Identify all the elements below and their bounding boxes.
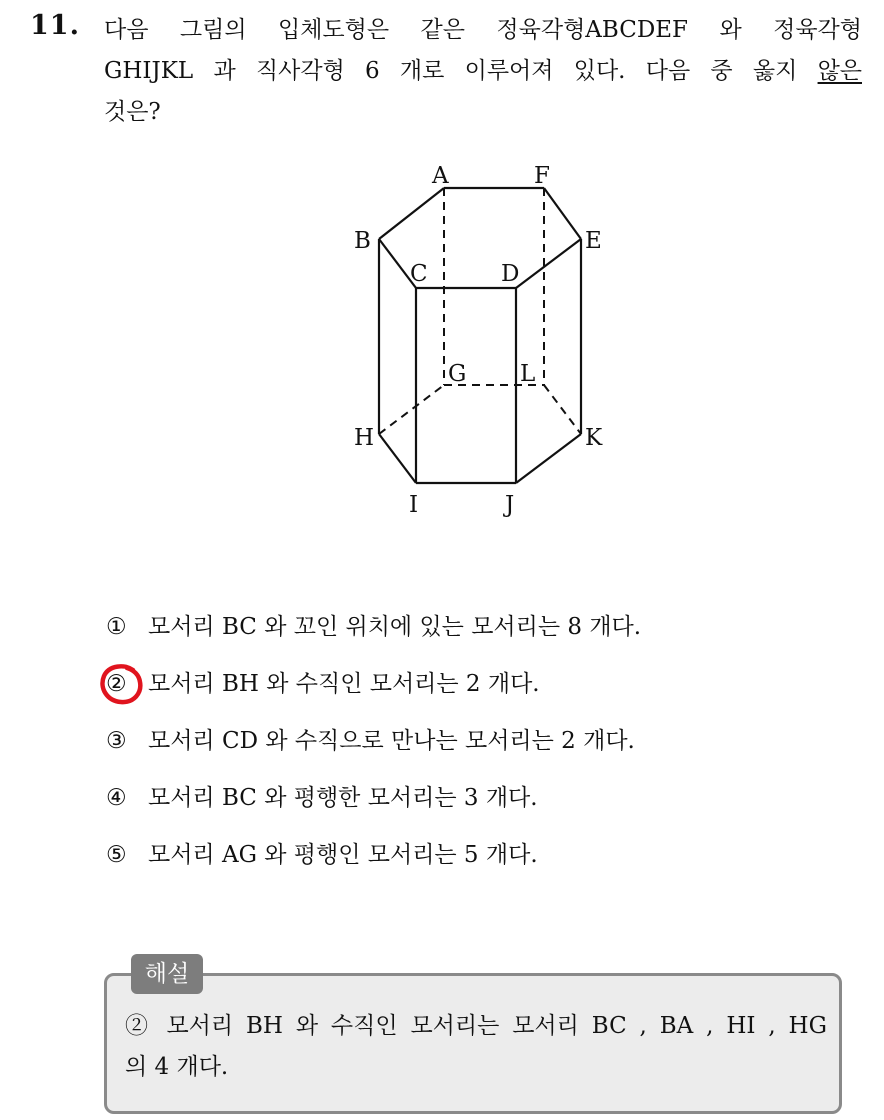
question-line-1: 다음 그림의 입체도형은 같은 정육각형ABCDEF 와 정육각형	[104, 17, 862, 43]
choice-5[interactable]	[104, 831, 804, 888]
edge-ED	[516, 239, 581, 288]
vertex-label-C: C	[410, 261, 428, 287]
explanation-line-1: ② 모서리 BH 와 수직인 모서리는 모서리 BC , BA , HI , HG	[125, 1013, 827, 1039]
vertex-label-B: B	[354, 228, 371, 254]
choice-1-text: 모서리 BC 와 꼬인 위치에 있는 모서리는 8 개다.	[148, 614, 642, 640]
edge-HG-hidden	[379, 385, 444, 434]
choice-5-mark: ⑤	[106, 842, 127, 868]
edge-BA	[379, 188, 444, 239]
hexagonal-prism-figure	[340, 155, 630, 525]
vertex-label-D: D	[501, 261, 520, 287]
underlined-not: 않은	[817, 58, 862, 84]
answer-choices	[104, 603, 804, 888]
choice-3-text: 모서리 CD 와 수직으로 만나는 모서리는 2 개다.	[148, 728, 635, 754]
edge-HI	[379, 434, 416, 483]
vertex-label-J: J	[505, 492, 515, 518]
vertex-label-G: G	[448, 361, 467, 387]
choice-4[interactable]	[104, 774, 804, 831]
question-line-2-text: GHIJKL 과 직사각형 6 개로 이루어져 있다. 다음 중 옳지	[104, 58, 818, 84]
explanation-line-2: 의 4 개다.	[125, 1054, 229, 1080]
choice-2-text: 모서리 BH 와 수직인 모서리는 2 개다.	[148, 671, 540, 697]
vertex-label-H: H	[354, 425, 375, 451]
edge-FE	[544, 188, 581, 239]
question-line-3: 것은?	[104, 99, 161, 125]
choice-2-mark: ②	[106, 671, 127, 697]
question-text	[104, 10, 862, 133]
vertex-label-L: L	[520, 361, 536, 387]
explanation-text	[125, 1006, 827, 1088]
choice-3-mark: ③	[106, 728, 127, 754]
explanation-box	[104, 961, 842, 1114]
choice-1-mark: ①	[106, 614, 127, 640]
explanation-tab: 해설	[131, 954, 203, 994]
choice-4-text: 모서리 BC 와 평행한 모서리는 3 개다.	[148, 785, 538, 811]
prism-diagram	[340, 155, 630, 525]
vertex-label-F: F	[534, 163, 550, 189]
vertex-label-K: K	[585, 425, 603, 451]
edge-JK	[516, 434, 581, 483]
choice-3[interactable]	[104, 717, 804, 774]
question-number: 11.	[30, 10, 80, 41]
choice-4-mark: ④	[106, 785, 127, 811]
vertex-label-I: I	[409, 492, 419, 518]
choice-2[interactable]	[104, 660, 804, 717]
choice-5-text: 모서리 AG 와 평행인 모서리는 5 개다.	[148, 842, 538, 868]
vertex-label-E: E	[585, 228, 602, 254]
edge-LK-hidden	[544, 385, 581, 434]
vertex-label-A: A	[432, 163, 449, 189]
question-line-2	[104, 51, 862, 92]
choice-1[interactable]	[104, 603, 804, 660]
